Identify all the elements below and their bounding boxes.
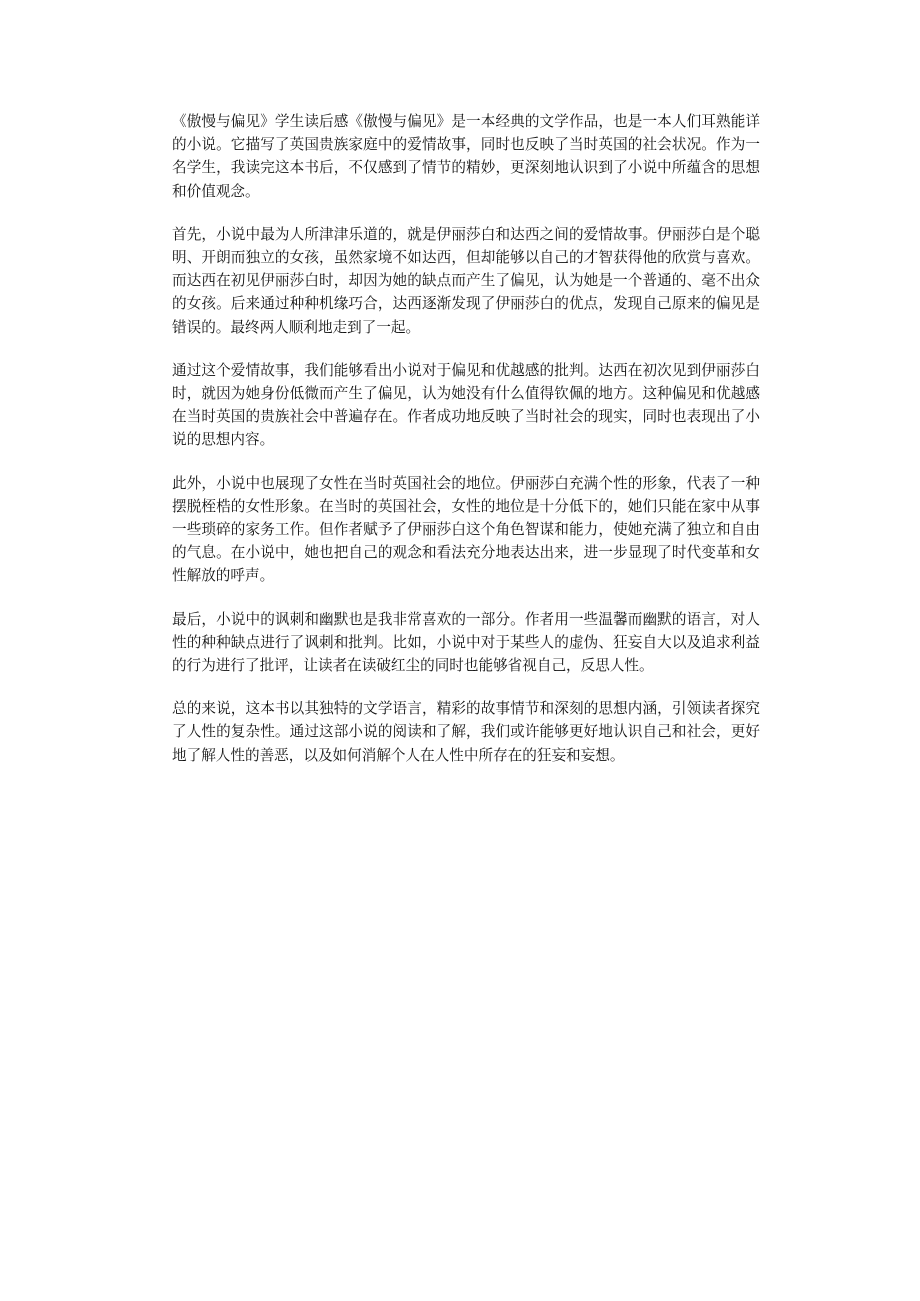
document-body [172,110,760,787]
paragraph-conclusion: 总的来说，这本书以其独特的文学语言，精彩的故事情节和深刻的思想内涵，引领读者探究了人性的复杂性。通过这部小说的阅读和了解，我们或许能够更好地认识自己和社会，更好地了解人性的善恶，以及如何消解个人在人性中所存在的狂妄和妄想。 [172,700,760,764]
paragraph-intro: 《傲慢与偏见》学生读后感《傲慢与偏见》是一本经典的文学作品，也是一本人们耳熟能详的小说。它描写了英国贵族家庭中的爱情故事，同时也反映了当时英国的社会状况。作为一名学生，我读完这本书后，不仅感到了情节的精妙，更深刻地认识到了小说中所蕴含的思想和价值观念。 [172,113,760,200]
paragraph-women-status: 此外，小说中也展现了女性在当时英国社会的地位。伊丽莎白充满个性的形象，代表了一种摆脱桎梏的女性形象。在当时的英国社会，女性的地位是十分低下的，她们只能在家中从事一些琐碎的家务工作。但作者赋予了伊丽莎白这个角色智谋和能力，使她充满了独立和自由的气息。在小说中，她也把自己的观念和看法充分地表达出来，进一步显现了时代变革和女性解放的呼声。 [172,474,760,585]
paragraph-prejudice-critique: 通过这个爱情故事，我们能够看出小说对于偏见和优越感的批判。达西在初次见到伊丽莎白时，就因为她身份低微而产生了偏见，认为她没有什么值得钦佩的地方。这种偏见和优越感在当时英国的贵族社会中普遍存在。作者成功地反映了当时社会的现实，同时也表现出了小说的思想内容。 [172,361,760,449]
paragraph-love-story: 首先，小说中最为人所津津乐道的，就是伊丽莎白和达西之间的爱情故事。伊丽莎白是个聪明、开朗而独立的女孩，虽然家境不如达西，但却能够以自己的才智获得他的欣赏与喜欢。而达西在初见伊丽莎白时，却因为她的缺点而产生了偏见，认为她是一个普通的、毫不出众的女孩。后来通过种种机缘巧合，达西逐渐发现了伊丽莎白的优点，发现自己原来的偏见是错误的。最终两人顺利地走到了一起。 [172,225,760,336]
paragraph-satire-humor: 最后，小说中的讽刺和幽默也是我非常喜欢的一部分。作者用一些温馨而幽默的语言，对人性的种种缺点进行了讽刺和批判。比如，小说中对于某些人的虚伪、狂妄自大以及追求利益的行为进行了批评，让读者在读破红尘的同时也能够省视自己，反思人性。 [172,610,760,675]
